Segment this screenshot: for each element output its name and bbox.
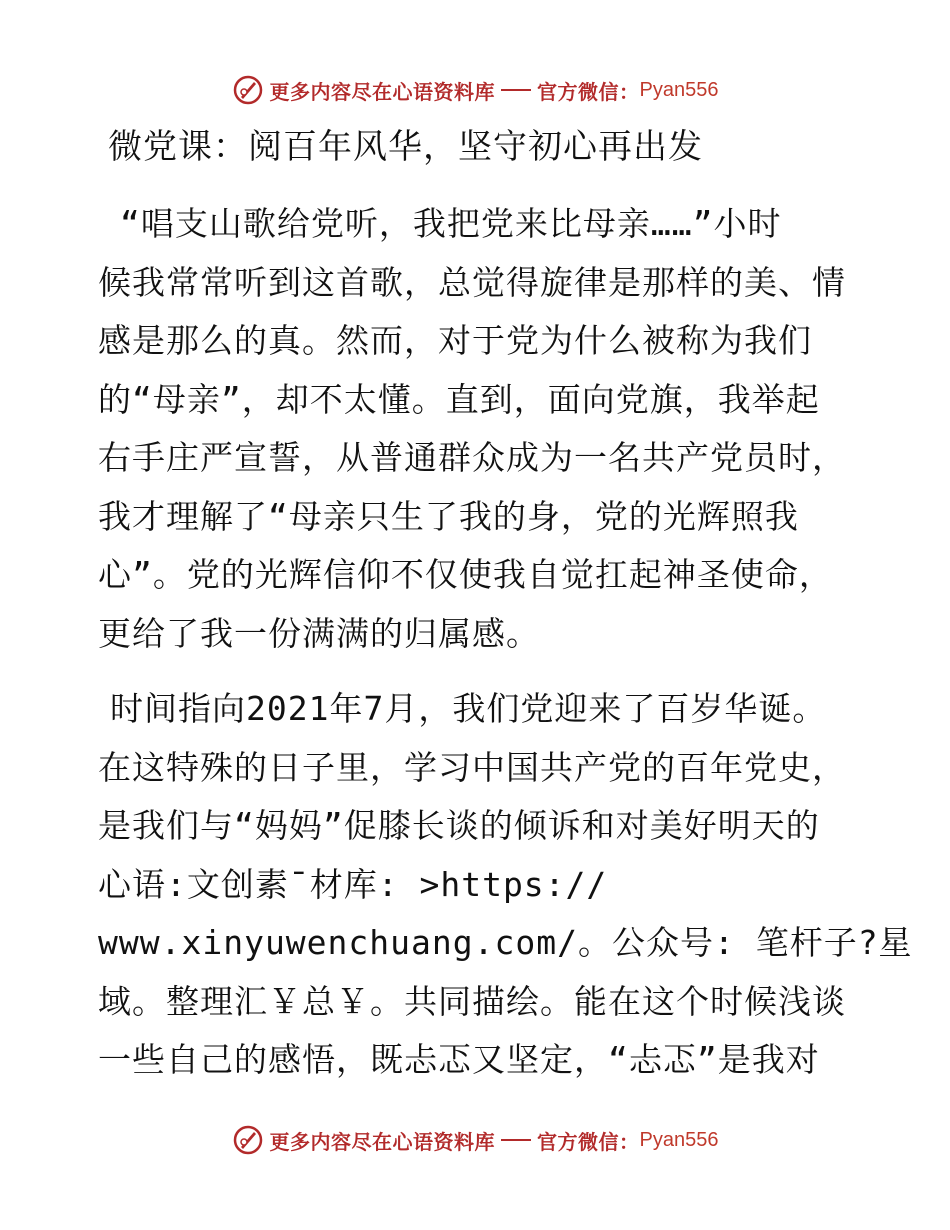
paragraph-1 [98,195,858,663]
paragraph-line: 更给了我一份满满的归属感。 [98,613,540,653]
paragraph-line: 一些自己的感悟，既忐忑又坚定，“忐忑”是我对 [98,1040,820,1079]
watermark-divider [501,1139,531,1141]
paragraph-line: 我才理解了“母亲只生了我的身，党的光辉照我 [98,496,799,536]
paragraph-line: 域。整理汇￥总￥。共同描绘。能在这个时候浅谈 [98,981,846,1021]
paragraph-line: 是我们与“妈妈”促膝长谈的倾诉和对美好明天的 [98,806,820,845]
watermark-text: 更多内容尽在心语资料库 [269,1129,496,1154]
watermark-banner-top [0,70,950,110]
quill-pen-logo-icon [232,74,264,106]
watermark-wechat-label: 官方微信： [537,1129,640,1154]
paragraph-line: 心”。党的光辉信仰不仅使我自觉扛起神圣使命， [98,555,833,594]
watermark-wechat-id: Pyan556 [639,78,719,101]
paragraph-line: www.xinyuwenchuang.com/。公众号: 笔杆子?星 [98,923,913,962]
paragraph-line: 候我常常听到这首歌，总觉得旋律是那样的美、情 [98,262,846,302]
watermark-text: 更多内容尽在心语资料库 [269,79,496,104]
paragraph-2 [98,680,913,1090]
paragraph-line: 右手庄严宣誓，从普通群众成为一名共产党员时， [98,438,846,477]
paragraph-line: 感是那么的真。然而，对于党为什么被称为我们 [98,321,812,360]
document-title: 微党课：阅百年风华，坚守初心再出发 [108,127,703,167]
paragraph-line: 心语:文创素¯材库: >https:// [98,864,608,904]
watermark-wechat-id: Pyan556 [639,1128,719,1151]
watermark-divider [501,89,531,91]
quill-pen-logo-icon [232,1124,264,1156]
paragraph-line: 的“母亲”，却不太懂。直到，面向党旗，我举起 [98,379,820,419]
watermark-wechat-label: 官方微信： [537,79,640,104]
paragraph-line: “唱支山歌给党听，我把党来比母亲……”小时 [120,204,782,243]
watermark-banner-bottom [0,1120,950,1160]
paragraph-line: 时间指向2021年7月，我们党迎来了百岁华诞。 [110,689,827,728]
paragraph-line: 在这特殊的日子里，学习中国共产党的百年党史， [98,747,846,787]
